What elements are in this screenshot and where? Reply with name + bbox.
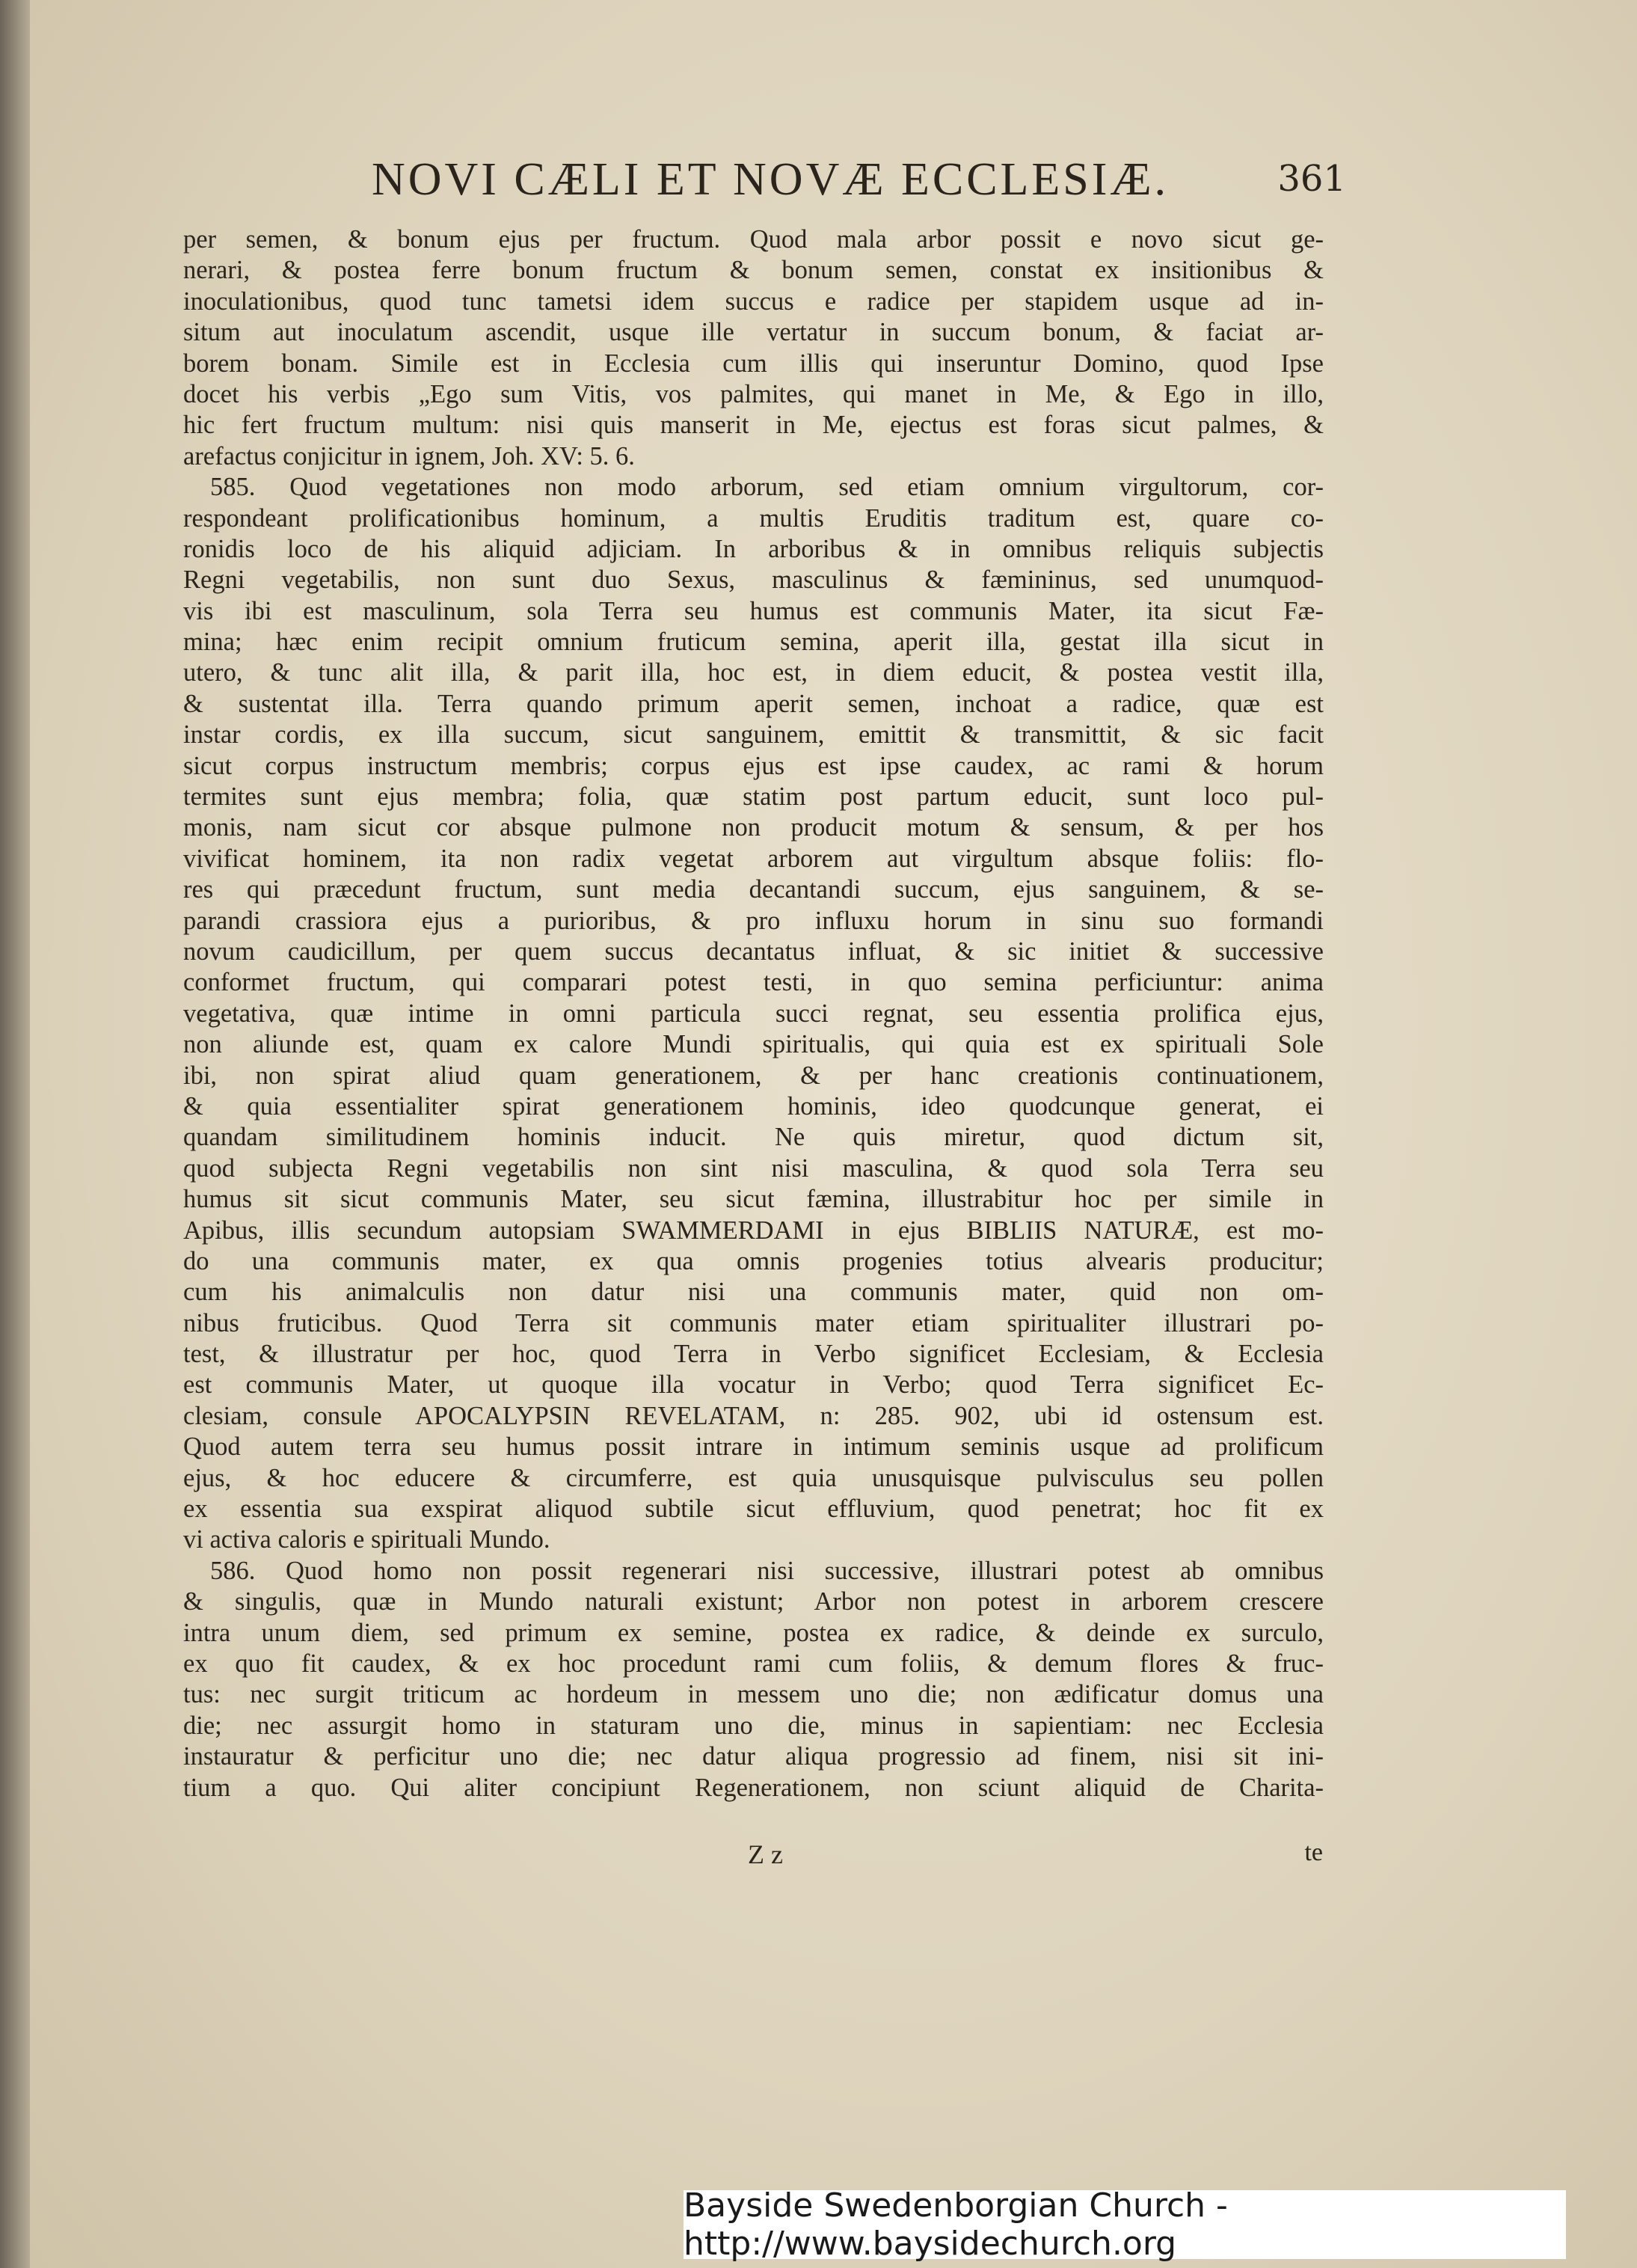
page-number: 361 [1277, 158, 1346, 200]
watermark-banner: Bayside Swedenborgian Church - http://www.baysidechurch.org [684, 2190, 1566, 2259]
text-line: hic fert fructum multum: nisi quis manserit in Me, ejectus est foras sicut palmes, & [183, 411, 1324, 440]
book-page [30, 0, 1637, 2268]
text-line: res qui præcedunt fructum, sunt media decantandi succum, ejus sanguinem, & se- [183, 875, 1324, 904]
text-line: quod subjecta Regni vegetabilis non sint nisi masculina, & quod sola Terra seu [183, 1153, 1324, 1183]
book-binding-shadow [0, 0, 30, 2268]
text-line: vis ibi est masculinum, sola Terra seu humus est communis Mater, ita sicut Fæ- [183, 596, 1324, 625]
text-line: mina; hæc enim recipit omnium fruticum semina, aperit illa, gestat illa sicut in [183, 628, 1324, 657]
text-line: Regni vegetabilis, non sunt duo Sexus, masculinus & fæmininus, sed unumquod- [183, 566, 1324, 595]
text-line: respondeant prolificationibus hominum, a multis Eruditis traditum est, quare co- [183, 503, 1324, 533]
text-line: vivificat hominem, ita non radix vegetat arborem aut virgultum absque foliis: flo- [183, 844, 1324, 873]
text-line: parandi crassiora ejus a purioribus, & pro influxu horum in sinu suo formandi [183, 906, 1324, 935]
text-line: inoculationibus, quod tunc tametsi idem succus e radice per stapidem usque ad in- [183, 286, 1324, 316]
text-line: test, & illustratur per hoc, quod Terra in Verbo significet Ecclesiam, & Ecclesia [183, 1340, 1324, 1369]
text-line: & quia essentialiter spirat generationem hominis, ideo quodcunque generat, ei [183, 1091, 1324, 1121]
text-line: intra unum diem, sed primum ex semine, postea ex radice, & deinde ex surculo, [183, 1618, 1324, 1647]
text-line: tus: nec surgit triticum ac hordeum in messem uno die; non ædificatur domus una [183, 1680, 1324, 1709]
signature-mark: Z z [748, 1839, 783, 1869]
text-line: borem bonam. Simile est in Ecclesia cum illis qui inseruntur Domino, quod Ipse [183, 349, 1324, 378]
text-line: vi activa caloris e spirituali Mundo. [183, 1525, 550, 1554]
text-line: ex quo fit caudex, & ex hoc procedunt rami cum foliis, & demum flores & fruc- [183, 1649, 1324, 1678]
text-line: die; nec assurgit homo in staturam uno die, minus in sapientiam: nec Ecclesia [183, 1711, 1324, 1740]
text-line: monis, nam sicut cor absque pulmone non producit motum & sensum, & per hos [183, 813, 1324, 842]
text-line: tium a quo. Qui aliter concipiunt Regenerationem, non sciunt aliquid de Charita- [183, 1773, 1324, 1802]
text-line: conformet fructum, qui comparari potest testi, in quo semina perficiuntur: anima [183, 968, 1324, 997]
text-line: instauratur & perficitur uno die; nec datur aliqua progressio ad finem, nisi sit ini- [183, 1742, 1324, 1771]
text-line: cum his animalculis non datur nisi una communis mater, quid non om- [183, 1278, 1324, 1307]
text-line: ibi, non spirat aliud quam generationem, & per hanc creationis continuationem, [183, 1061, 1324, 1090]
text-line: ronidis loco de his aliquid adjiciam. In arboribus & in omnibus reliquis subjectis [183, 534, 1324, 563]
text-line: ejus, & hoc educere & circumferre, est quia unusquisque pulvisculus seu pollen [183, 1463, 1324, 1492]
text-line: termites sunt ejus membra; folia, quæ statim post partum educit, sunt loco pul- [183, 782, 1324, 812]
text-line: Quod autem terra seu humus possit intrare in intimum seminis usque ad prolificum [183, 1432, 1324, 1462]
text-line: 586. Quod homo non possit regenerari nisi successive, illustrari potest ab omnibus [210, 1556, 1324, 1585]
text-line: nibus fruticibus. Quod Terra sit communis mater etiam spiritualiter illustrari po- [183, 1308, 1324, 1337]
text-line: Apibus, illis secundum autopsiam SWAMMERDAMI in ejus BIBLIIS NATURÆ, est mo- [183, 1216, 1324, 1245]
page-header [299, 153, 1346, 213]
text-line: est communis Mater, ut quoque illa vocatur in Verbo; quod Terra significet Ec- [183, 1370, 1324, 1400]
text-line: nerari, & postea ferre bonum fructum & bonum semen, constat ex insitionibus & [183, 256, 1324, 285]
text-line: & singulis, quæ in Mundo naturali existunt; Arbor non potest in arborem crescere [183, 1587, 1324, 1616]
catchword: te [1304, 1839, 1323, 1866]
text-line: ex essentia sua exspirat aliquod subtile sicut effluvium, quod penetrat; hoc fit ex [183, 1495, 1324, 1524]
text-line: arefactus conjicitur in ignem, Joh. XV: 5. 6. [183, 441, 635, 471]
text-line: docet his verbis „Ego sum Vitis, vos palmites, qui manet in Me, & Ego in illo, [183, 379, 1324, 408]
text-line: quandam similitudinem hominis inducit. Ne quis miretur, quod dictum sit, [183, 1123, 1324, 1152]
text-line: 585. Quod vegetationes non modo arborum, sed etiam omnium virgultorum, cor- [210, 473, 1324, 502]
text-line: vegetativa, quæ intime in omni particula succi regnat, seu essentia prolifica ejus, [183, 999, 1324, 1028]
text-line: & sustentat illa. Terra quando primum aperit semen, inchoat a radice, quæ est [183, 689, 1324, 718]
text-line: per semen, & bonum ejus per fructum. Quod mala arbor possit e novo sicut ge- [183, 225, 1324, 254]
text-line: utero, & tunc alit illa, & parit illa, hoc est, in diem educit, & postea vestit illa, [183, 658, 1324, 687]
body-text [183, 224, 1324, 1833]
text-line: situm aut inoculatum ascendit, usque ille vertatur in succum bonum, & faciat ar- [183, 318, 1324, 347]
text-line: instar cordis, ex illa succum, sicut sanguinem, emittit & transmittit, & sic facit [183, 720, 1324, 750]
text-line: clesiam, consule APOCALYPSIN REVELATAM, n: 285. 902, ubi id ostensum est. [183, 1401, 1324, 1430]
text-line: novum caudicillum, per quem succus decantatus influat, & sic initiet & successive [183, 937, 1324, 966]
text-line: do una communis mater, ex qua omnis progenies totius alvearis producitur; [183, 1246, 1324, 1275]
running-title: NOVI CÆLI ET NOVÆ ECCLESIÆ. [371, 154, 1170, 205]
text-line: sicut corpus instructum membris; corpus ejus est ipse caudex, ac rami & horum [183, 751, 1324, 780]
text-line: non aliunde est, quam ex calore Mundi spiritualis, qui quia est ex spirituali Sole [183, 1030, 1324, 1059]
text-line: humus sit sicut communis Mater, seu sicut fæmina, illustrabitur hoc per simile in [183, 1185, 1324, 1214]
